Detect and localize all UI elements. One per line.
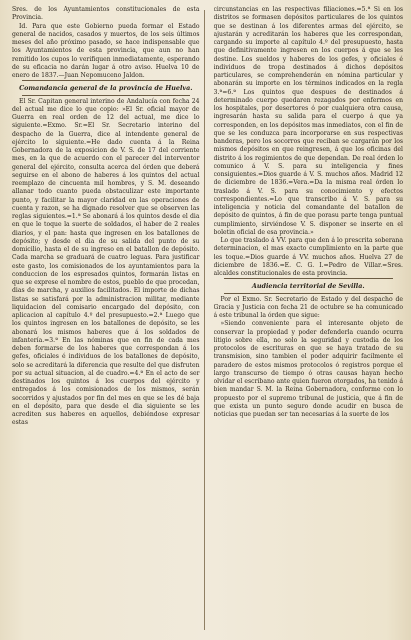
paragraph: circunstancias en las respectivas filiaciones.=5.ª Si en los distritos se formasen depósitos particulares de los quintos que se destinan á los diferentes armas del ejército, se ajustarán y acreditarán los haberes que les correspondan, cargando su importe al capítulo 4.º del presupuesto, hasta que definitivamente ingresen en los cuerpos á que se les destine. Los sueldos y haberes de los gefes, y oficiales é individuos de tropa destinados á dichos depósitos particulares, se comprehenderán en nómina particular y abonarán su importe en los términos indicados en la regla 3.ª=6.ª Los quintos que despues de destinados á determinado cuerpo quedaren rezagados por enfermos en los hospitales, por desertores ó por cualquiera otra causa, ingresarán hasta su salida para el cuerpo á que ya corresponden, en los depósitos mas inmediatos, con el fin de que se les conduzca para incorporarse en sus respectivas banderas, pero los socorros que reciban se cargarán por los mismos depósitos en que reingresen, á que los oficinas del distrito á los regimientos de que dependan. De real órden lo comunico á V. S. para su inteligencia y fines consiguientes.=Dios guarde á V. S. muchos años. Madrid 12 de diciembre de 1836.=Vera.=Da la misma real órden lo traslado á V. S. para su conocimiento y efectos correspondientes.=Lo que transcribo á V. S. para su inteligencia y noticia del comandante del batallon de depósito de quintos, á fin de que porasu parte tenga puntual cumplimiento, sirviéndose V. S. disponer se inserte en el boletin oficial de esa provincia.» — [213, 6, 403, 236]
column-divider — [204, 10, 205, 630]
separator-rule — [22, 95, 190, 96]
paragraph: Por el Exmo. Sr. Secretario de Estado y del despacho de Gracia y Justicia con fecha 21 de octubre se ha comunicado á este tribunal la órden que sigue: — [213, 295, 403, 319]
section-heading: Comandancia general de la provincia de Huelva. — [19, 84, 193, 93]
right-column — [214, 6, 404, 636]
section-heading: Audiencia territorial de Sevilla. — [251, 282, 365, 291]
left-column — [12, 6, 200, 636]
paragraph: Lo que traslado á VV. para que den á lo prescrita soberana determinacion, el mas exacto cumplimiento en la parte que les toque.=Dios guarde á VV. muchos años. Huelva 27 de diciembre de 1836.=E. C. G. I.=Pedro de Villar.=Sres. alcaldes constitucionales de esta provincia. — [213, 237, 403, 277]
paragraph: Id. Para que este Gobierno pueda formar el Estado general de nacidos, casados y muertos, de los seis últimos meses del año próximo pasado, se hace indispensable que los Ayuntamientos de esta provincia, que aun no han remitido los cupos lo verifiquen inmediatamente, esperando de su eficacia no darán lugar á otro aviso. Huelva 10 de enero de 1837.—Juan Nepomuceno Jaldon. — [12, 22, 200, 79]
paragraph: El Sr. Capitan general interino de Andalucía con fecha 24 del actual me dice lo que copio: »El Sr. oficial mayor de Guerra en real orden de 12 del actual, me dice lo siguiente.=Exmo. Sr.=El Sr. Secretario interino del despacho de la Guerra, dice al intendente general de ejército lo siguiente.=He dado cuenta á la Reina Gobernadora de la exposicion de V. S. de 17 del corriente mes, en la que de acuerdo con el parecer del interventor general del ejército, consulta acerca del órden que deberá seguirse en el abono de haberes á los quintos del actual reemplazo de cincuenta mil hombres, y S. M. deseando allanar todo cuanto pueda obstaculizar este importante punto, y facilitar la mayor claridad en las operaciones de cuenta y razon, se ha dignado resolver que se observen las reglas siguientes.=1.ª Se abonará á los quintos desde el dia en que le toque la suerte de soldados, el haber de 2 reales diarios, y el pan: hasta que ingresen en los batallones de depósito; y desde el dia de su salida del punto de su domicilio, hasta el de su ingreso en el batallon de depósito. Cada marcha se graduará de cuatro leguas. Para justificar este gasto, los comisionados de los ayuntamientos para la conduccion de los espresados quintos, formarán listas en que se exprese el nombre de estos, pueblo de que procedan, dias de marcha, y auxilios facilitados. El importe de dichas listas se satisfará por la administracion militar, mediante liquidacion del comisario encargado del depósito, con aplicacion al capítulo 4.º del presupuesto.=2.ª Luego que los quintos ingresen en los batallones de depósito, se les abonará los mismos haberes que á los soldados de infantería.=3.ª En las nóminas que en fin de cada mes deben formarse de los haberes que correspondan á los gefes, oficiales é individuos de los batallones de depósito, solo se acreditará la diferencia que resulte del que disfruten por su actual situacion, al de cuadro.=4.ª En el acto de ser destinados los quintos á los cuerpos del ejército y entregados á los comisionados de los mismos, serán socorridos y ajustados por fin del mes en que se les dé baja en el depósito, para que desde el dia siguiente se les acrediten sus haberes en aquellos, debiéndose expresar estas — [12, 97, 200, 427]
separator-rule — [224, 278, 394, 279]
separator-rule — [224, 293, 394, 294]
paragraph: Sres. de los Ayuntamientos constitucionales de esta Provincia. — [12, 6, 200, 22]
paragraph: »Siendo conveniente para el interesante objeto de conservar la propiedad y poder defenderla cuando ocurra litigio sobre ella, no solo la seguridad y custodia de los protocolos de escrituras en que se haya tratado de su transmision, sino tambien el poder adquirir facilmente el paradero de estos mismos protocolos ó registros porque el largo transcurso de tiempo ó otras causas hayan hecho olvidar el escribano ante quien fueron otorgados, ha tenido á bien mandar S. M. la Reina Gobernadora, conforme con lo propuesto por el supremo tribunal de justicia, que á fin de que exista un punto seguro donde acudir en busca de noticias que puedan ser tan necesarias á la suerte de los — [213, 320, 403, 418]
separator-rule — [22, 80, 190, 81]
